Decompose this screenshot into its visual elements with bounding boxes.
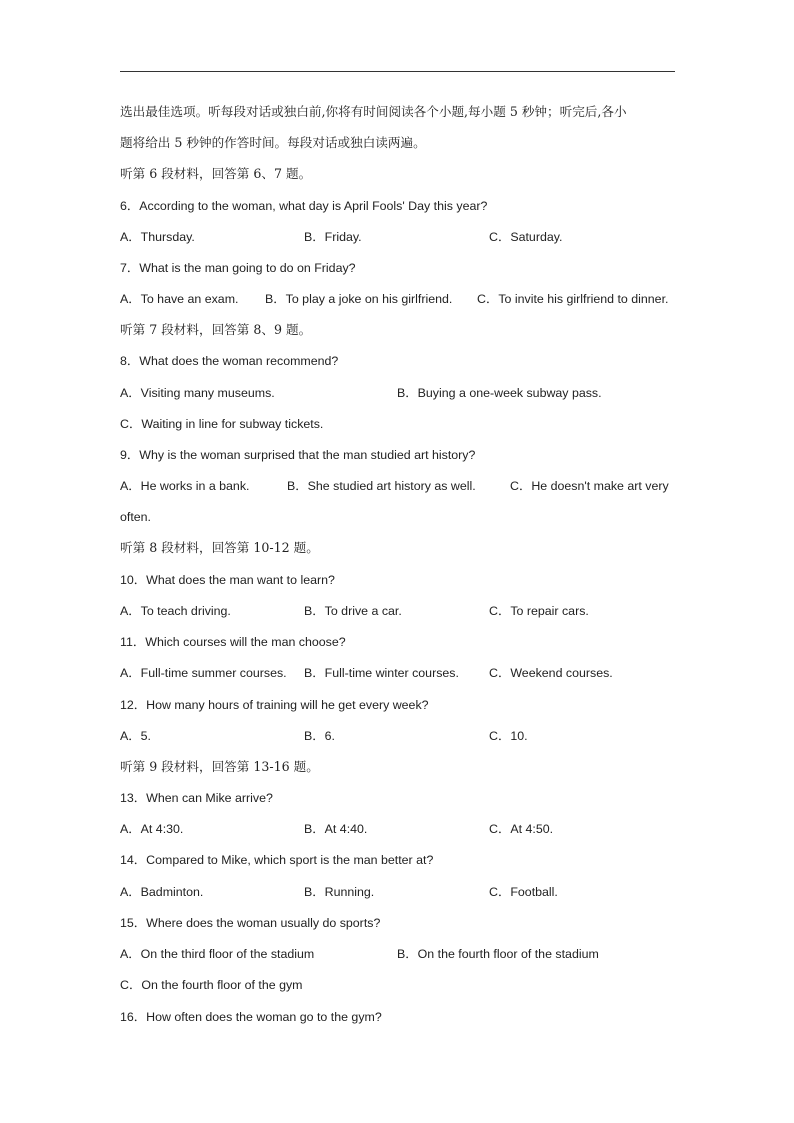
question-15: 15．Where does the woman usually do sports? xyxy=(120,916,381,930)
option-8c[interactable]: C．Waiting in line for subway tickets. xyxy=(120,417,324,431)
option-12c[interactable]: C．10. xyxy=(489,729,528,743)
option-13c[interactable]: C．At 4:50. xyxy=(489,822,554,836)
option-12b[interactable]: B．6. xyxy=(304,729,335,743)
question-13: 13．When can Mike arrive? xyxy=(120,791,273,805)
question-6: 6．According to the woman, what day is April Fools' Day this year? xyxy=(120,199,488,213)
option-14c[interactable]: C．Football. xyxy=(489,885,558,899)
option-15b[interactable]: B．On the fourth floor of the stadium xyxy=(397,947,599,961)
option-14a[interactable]: A．Badminton. xyxy=(120,885,204,899)
section-heading-9: 听第 9 段材料，回答第 13-16 题。 xyxy=(120,759,319,774)
option-7b[interactable]: B．To play a joke on his girlfriend. xyxy=(265,292,453,306)
option-14b[interactable]: B．Running. xyxy=(304,885,375,899)
question-11: 11．Which courses will the man choose? xyxy=(120,635,346,649)
option-9c[interactable]: C．He doesn't make art very xyxy=(510,479,669,493)
option-10a[interactable]: A．To teach driving. xyxy=(120,604,231,618)
question-7: 7．What is the man going to do on Friday? xyxy=(120,261,356,275)
option-10c[interactable]: C．To repair cars. xyxy=(489,604,589,618)
option-13a[interactable]: A．At 4:30. xyxy=(120,822,184,836)
option-6a[interactable]: A．Thursday. xyxy=(120,230,195,244)
header-rule xyxy=(120,71,675,72)
section-heading-6: 听第 6 段材料，回答第 6、7 题。 xyxy=(120,166,312,181)
question-14: 14．Compared to Mike, which sport is the man better at? xyxy=(120,853,434,867)
question-10: 10．What does the man want to learn? xyxy=(120,573,335,587)
option-6c[interactable]: C．Saturday. xyxy=(489,230,563,244)
option-8b[interactable]: B．Buying a one-week subway pass. xyxy=(397,386,602,400)
option-15c[interactable]: C．On the fourth floor of the gym xyxy=(120,978,303,992)
question-12: 12．How many hours of training will he get every week? xyxy=(120,698,429,712)
option-11b[interactable]: B．Full-time winter courses. xyxy=(304,666,459,680)
option-12a[interactable]: A．5. xyxy=(120,729,151,743)
option-13b[interactable]: B．At 4:40. xyxy=(304,822,368,836)
option-9a[interactable]: A．He works in a bank. xyxy=(120,479,250,493)
option-10b[interactable]: B．To drive a car. xyxy=(304,604,402,618)
question-8: 8．What does the woman recommend? xyxy=(120,354,339,368)
option-15a[interactable]: A．On the third floor of the stadium xyxy=(120,947,315,961)
option-7a[interactable]: A．To have an exam. xyxy=(120,292,239,306)
section-heading-8: 听第 8 段材料，回答第 10-12 题。 xyxy=(120,540,319,555)
option-11a[interactable]: A．Full-time summer courses. xyxy=(120,666,287,680)
option-9b[interactable]: B．She studied art history as well. xyxy=(287,479,476,493)
question-16: 16．How often does the woman go to the gym? xyxy=(120,1010,382,1024)
option-6b[interactable]: B．Friday. xyxy=(304,230,362,244)
option-9c-continued: often. xyxy=(120,510,152,524)
instructions-line-2: 题将给出 5 秒钟的作答时间。每段对话或独白读两遍。 xyxy=(120,135,426,150)
instructions-line-1: 选出最佳选项。听每段对话或独白前,你将有时间阅读各个小题,每小题 5 秒钟；听完后,各小 xyxy=(120,104,627,119)
option-7c[interactable]: C．To invite his girlfriend to dinner. xyxy=(477,292,669,306)
section-heading-7: 听第 7 段材料，回答第 8、9 题。 xyxy=(120,322,312,337)
option-8a[interactable]: A．Visiting many museums. xyxy=(120,386,275,400)
question-9: 9．Why is the woman surprised that the man studied art history? xyxy=(120,448,476,462)
option-11c[interactable]: C．Weekend courses. xyxy=(489,666,613,680)
